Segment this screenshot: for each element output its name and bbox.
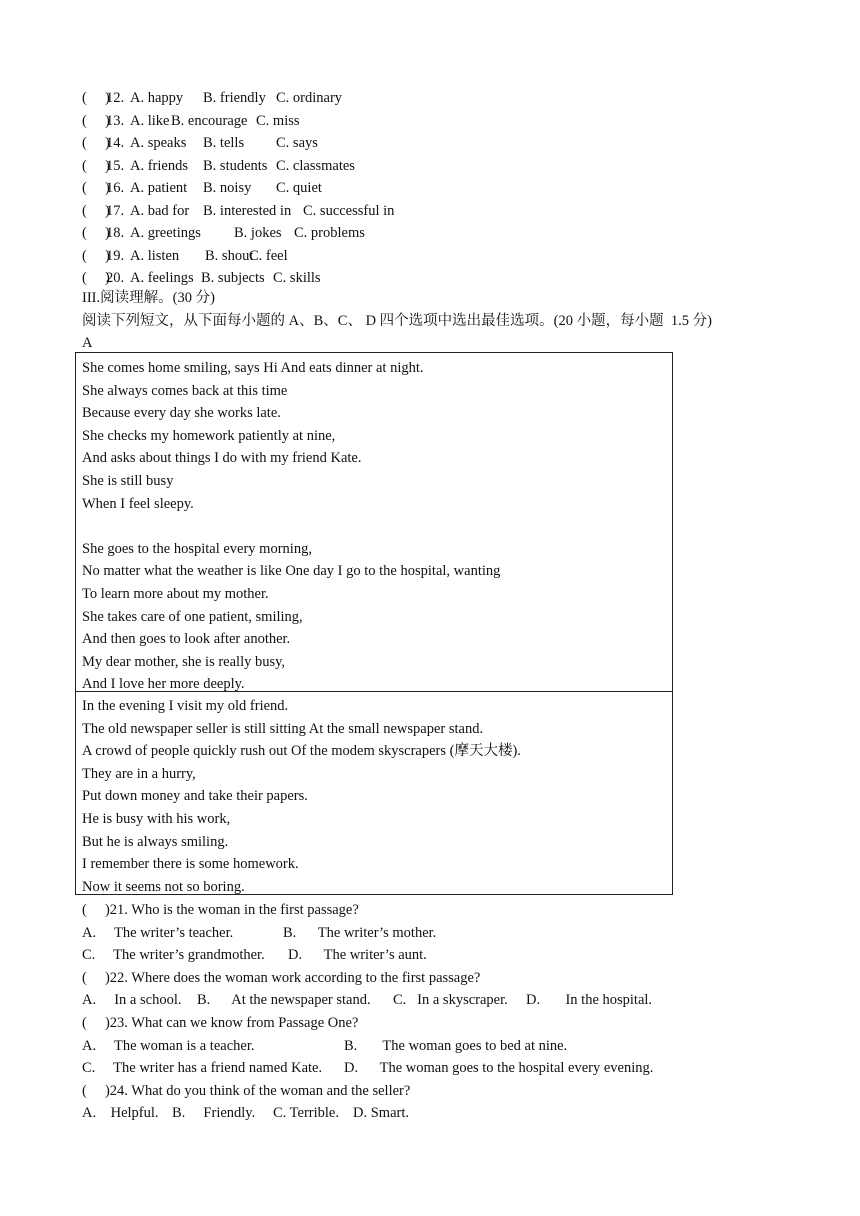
poem1-line: She checks my homework patiently at nine, — [82, 427, 336, 444]
vocab-17-bracket: ( ) — [82, 202, 110, 219]
vocab-17-num: 17. — [106, 202, 125, 219]
poem1-line: She always comes back at this time — [82, 382, 288, 399]
vocab-12-bracket: ( ) — [82, 90, 110, 106]
vocab-14-bracket: ( ) — [82, 135, 110, 151]
section-title: III.阅读理解。(30 分) — [82, 290, 215, 306]
poem1-line: When I feel sleepy. — [82, 495, 194, 512]
vocab-17-a: A. bad for — [130, 202, 190, 219]
vocab-20-num: 20. — [106, 270, 125, 286]
poem2-line: In the evening I visit my old friend. — [82, 698, 289, 714]
vocab-13-a: A. like — [130, 112, 170, 129]
poem2-line: But he is always smiling. — [82, 833, 229, 850]
question-23: ( )23. What can we know from Passage One? — [82, 1015, 359, 1031]
poem2-line: Put down money and take their papers. — [82, 788, 308, 805]
q22-option-d: D. In the hospital. — [526, 992, 653, 1008]
q24-option-b: B. Friendly. — [172, 1105, 256, 1121]
vocab-14-c: C. says — [276, 135, 318, 151]
passage-label: A — [82, 335, 93, 351]
q21-option-c: C. The writer’s grandmother. — [82, 947, 265, 963]
vocab-19-c: C. feel — [249, 247, 288, 264]
vocab-13-num: 13. — [106, 112, 125, 129]
q21-option-d: D. The writer’s aunt. — [288, 947, 427, 963]
q23-option-a: A. The woman is a teacher. — [82, 1038, 255, 1054]
poem1-line: To learn more about my mother. — [82, 586, 269, 602]
vocab-16-c: C. quiet — [276, 180, 322, 196]
vocab-16-b: B. noisy — [203, 180, 252, 196]
q24-option-a: A. Helpful. — [82, 1105, 159, 1121]
poem1-line: My dear mother, she is really busy, — [82, 653, 286, 670]
q24-option-d: D. Smart. — [353, 1105, 409, 1121]
poem2-line: He is busy with his work, — [82, 811, 231, 827]
vocab-14-num: 14. — [106, 135, 125, 151]
q22-option-a: A. In a school. — [82, 992, 182, 1008]
poem1-line: Because every day she works late. — [82, 405, 281, 422]
vocab-18-bracket: ( ) — [82, 225, 110, 241]
q21-option-b: B. The writer’s mother. — [283, 925, 437, 941]
q22-option-c: C. In a skyscraper. — [393, 992, 508, 1008]
vocab-13-b: B. encourage — [171, 112, 248, 129]
vocab-15-bracket: ( ) — [82, 157, 110, 174]
poem1-line: And asks about things I do with my friend Kate. — [82, 450, 362, 467]
vocab-19-a: A. listen — [130, 247, 180, 264]
question-24: ( )24. What do you think of the woman and the seller? — [82, 1083, 411, 1099]
vocab-20-c: C. skills — [273, 270, 321, 286]
vocab-19-bracket: ( ) — [82, 247, 110, 264]
poem2-line: A crowd of people quickly rush out Of the modem skyscrapers (摩天大楼). — [82, 743, 521, 760]
vocab-16-num: 16. — [106, 180, 125, 196]
vocab-15-c: C. classmates — [276, 157, 355, 174]
q24-option-c: C. Terrible. — [273, 1105, 339, 1121]
vocab-12-c: C. ordinary — [276, 90, 343, 106]
q21-option-a: A. The writer’s teacher. — [82, 925, 234, 941]
vocab-12-a: A. happy — [130, 90, 184, 106]
vocab-18-num: 18. — [106, 225, 125, 241]
vocab-19-b: B. shout — [205, 247, 254, 264]
q23-option-b: B. The woman goes to bed at nine. — [344, 1038, 568, 1054]
poem1-line: And then goes to look after another. — [82, 631, 291, 648]
vocab-16-a: A. patient — [130, 180, 188, 196]
poem2-line: They are in a hurry, — [82, 765, 196, 782]
vocab-20-b: B. subjects — [201, 270, 265, 286]
vocab-15-b: B. students — [203, 157, 268, 174]
poem1-line: She goes to the hospital every morning, — [82, 540, 312, 557]
poem1-line: No matter what the weather is like One day I go to the hospital, wanting — [82, 563, 501, 580]
vocab-18-b: B. jokes — [234, 225, 282, 241]
vocab-17-b: B. interested in — [203, 202, 292, 219]
vocab-15-a: A. friends — [130, 157, 188, 174]
poem1-line: She takes care of one patient, smiling, — [82, 608, 303, 625]
vocab-12-num: 12. — [106, 90, 125, 106]
vocab-13-bracket: ( ) — [82, 112, 110, 129]
section-instruction: 阅读下列短文，从下面每小题的 A、B、C、 D 四个选项中选出最佳选项。(20 小题，每小题 1.5 分) — [82, 313, 712, 329]
q23-option-c: C. The writer has a friend named Kate. — [82, 1060, 323, 1076]
q22-option-b: B. At the newspaper stand. — [197, 992, 371, 1008]
question-21: ( )21. Who is the woman in the first passage? — [82, 902, 359, 918]
vocab-17-c: C. successful in — [303, 202, 395, 219]
vocab-19-num: 19. — [106, 247, 125, 264]
vocab-20-bracket: ( ) — [82, 270, 110, 286]
vocab-18-c: C. problems — [294, 225, 365, 241]
poem2-line: The old newspaper seller is still sitting At the small newspaper stand. — [82, 720, 484, 737]
vocab-20-a: A. feelings — [130, 270, 194, 286]
poem2-line: Now it seems not so boring. — [82, 878, 245, 895]
poem2-line: I remember there is some homework. — [82, 856, 299, 873]
vocab-12-b: B. friendly — [203, 90, 266, 106]
vocab-13-c: C. miss — [256, 112, 300, 129]
question-22: ( )22. Where does the woman work according to the first passage? — [82, 970, 481, 986]
poem1-line: She is still busy — [82, 473, 174, 489]
vocab-14-b: B. tells — [203, 135, 245, 151]
vocab-16-bracket: ( ) — [82, 180, 110, 196]
vocab-15-num: 15. — [106, 157, 125, 174]
poem1-line: And I love her more deeply. — [82, 676, 245, 693]
vocab-14-a: A. speaks — [130, 135, 187, 151]
poem1-line: She comes home smiling, says Hi And eats dinner at night. — [82, 360, 424, 376]
q23-option-d: D. The woman goes to the hospital every evening. — [344, 1060, 654, 1076]
vocab-18-a: A. greetings — [130, 225, 201, 241]
